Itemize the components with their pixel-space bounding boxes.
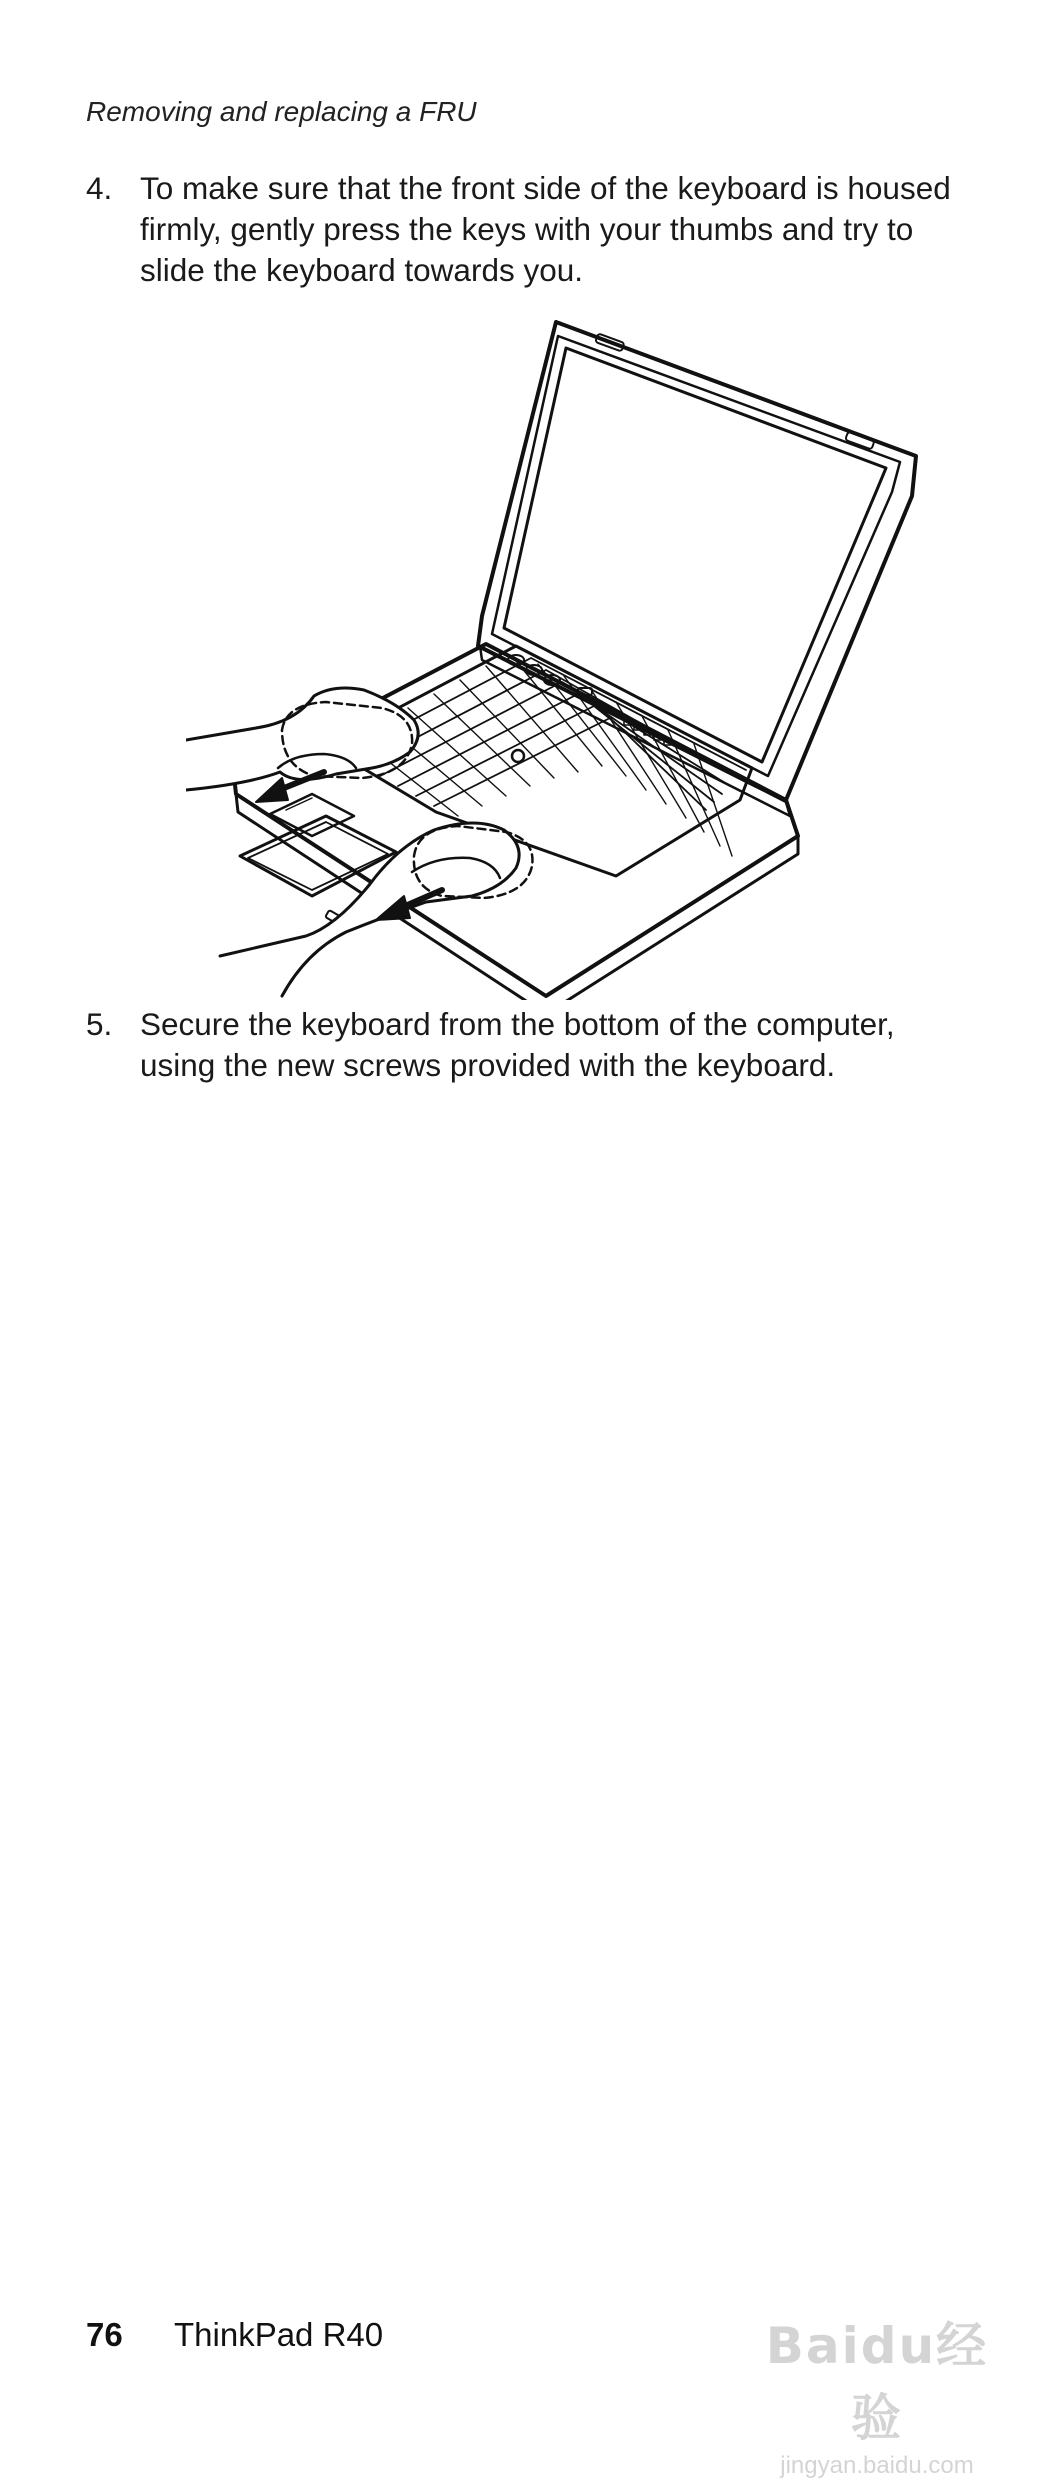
watermark: [752, 2306, 1002, 2479]
product-name: ThinkPad R40: [174, 2316, 384, 2353]
step-number: 4.: [86, 170, 113, 206]
running-header: Removing and replacing a FRU: [86, 96, 477, 127]
watermark-brand: Baidu经验: [765, 2317, 989, 2447]
page-number: 76: [86, 2316, 123, 2353]
step-4: [86, 168, 966, 291]
page-footer: [86, 2316, 383, 2354]
step-text: Secure the keyboard from the bottom of the computer, using the new screws provided with the keyboard.: [140, 1006, 895, 1083]
step-text: To make sure that the front side of the keyboard is housed firmly, gently press the keys with your thumbs and try to slide the keyboard towards you.: [140, 170, 951, 288]
laptop-keyboard-illustration: [186, 316, 926, 1000]
step-number: 5.: [86, 1006, 113, 1042]
watermark-url: jingyan.baidu.com: [780, 2452, 974, 2479]
right-hand: [220, 823, 519, 996]
step-5: [86, 1004, 966, 1086]
